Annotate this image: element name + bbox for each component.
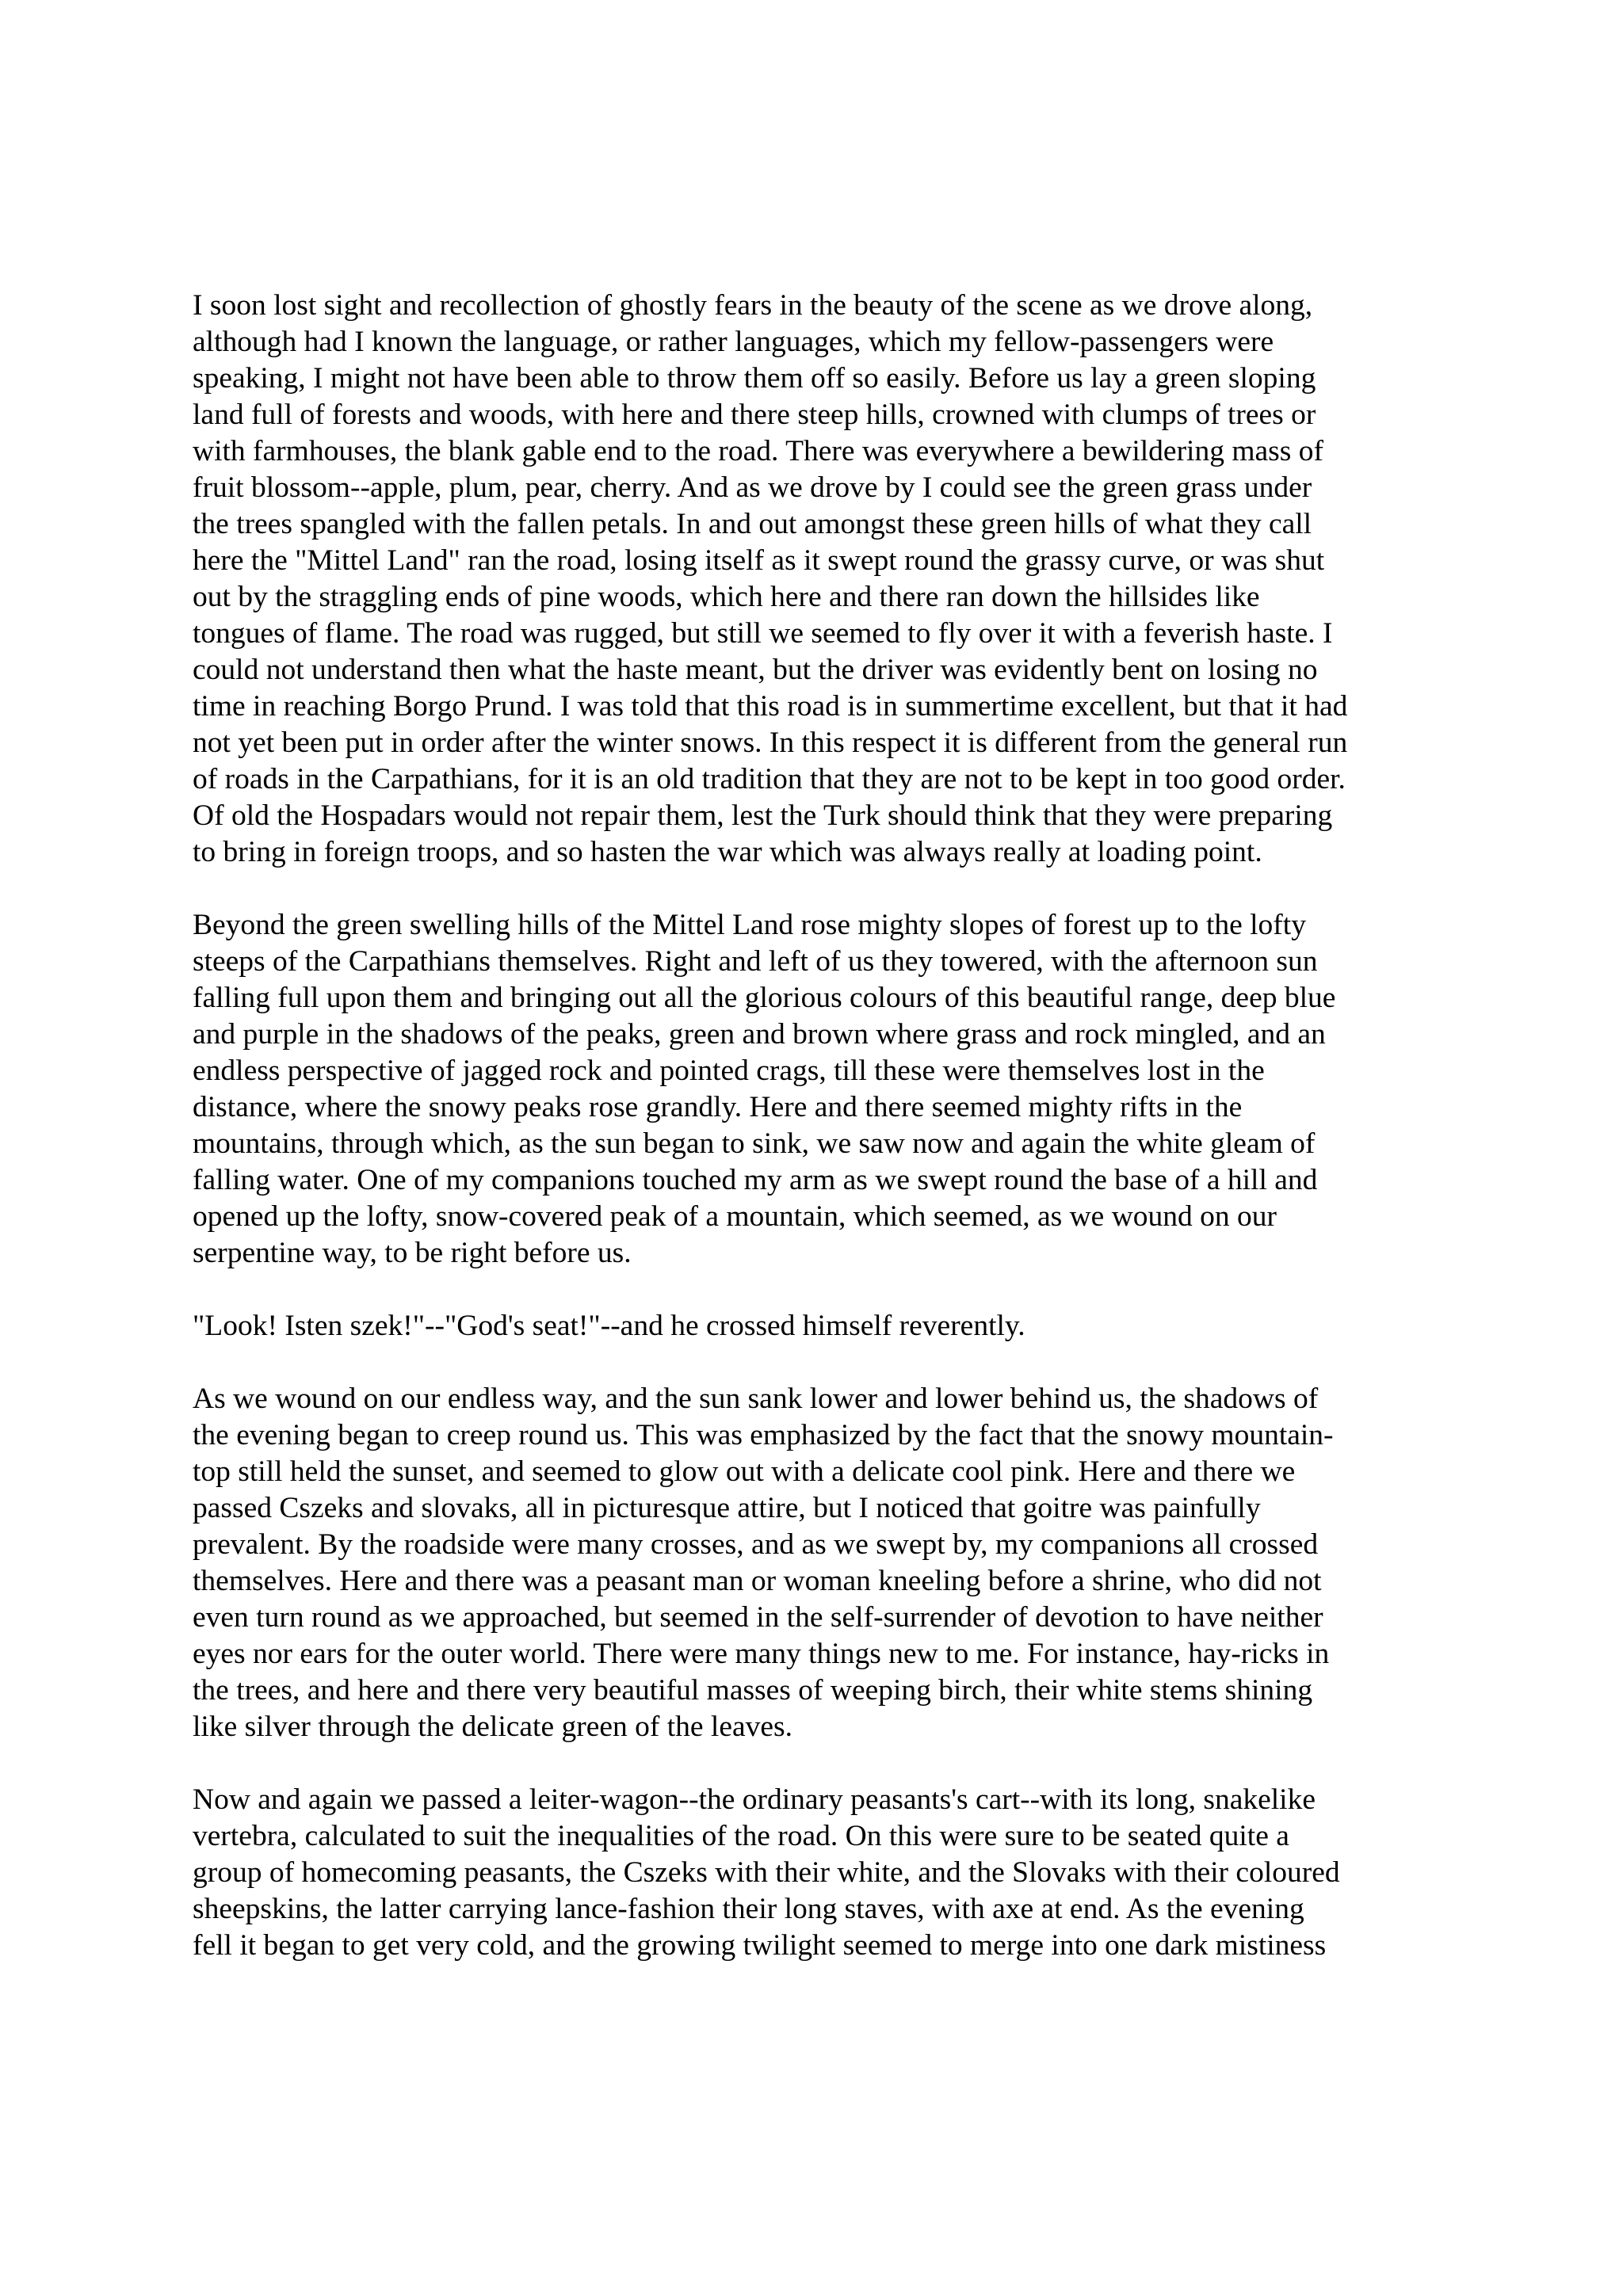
text-line: serpentine way, to be right before us.: [193, 1237, 632, 1269]
paragraph-2: [193, 907, 1461, 1272]
text-line: tongues of flame. The road was rugged, but still we seemed to fly over it with a feverish haste. I: [193, 617, 1333, 650]
paragraph-4: [193, 1381, 1461, 1745]
text-line: like silver through the delicate green of the leaves.: [193, 1711, 792, 1743]
text-line: the trees, and here and there very beautiful masses of weeping birch, their white stems shining: [193, 1674, 1313, 1707]
text-line: "Look! Isten szek!"--"God's seat!"--and he crossed himself reverently.: [193, 1310, 1025, 1342]
paragraph-5: [193, 1782, 1461, 1964]
text-line: the trees spangled with the fallen petals. In and out amongst these green hills of what they call: [193, 508, 1312, 540]
text-line: Now and again we passed a leiter-wagon--the ordinary peasants's cart--with its long, snakelike: [193, 1783, 1316, 1816]
text-line: to bring in foreign troops, and so hasten the war which was always really at loading point.: [193, 836, 1262, 868]
text-line: falling water. One of my companions touched my arm as we swept round the base of a hill and: [193, 1164, 1318, 1196]
text-line: endless perspective of jagged rock and pointed crags, till these were themselves lost in the: [193, 1055, 1265, 1087]
text-line: themselves. Here and there was a peasant man or woman kneeling before a shrine, who did not: [193, 1565, 1322, 1597]
text-line: sheepskins, the latter carrying lance-fashion their long staves, with axe at end. As the evening: [193, 1893, 1304, 1925]
text-line: land full of forests and woods, with here and there steep hills, crowned with clumps of trees or: [193, 399, 1316, 431]
paragraph-3: [193, 1308, 1461, 1344]
text-line: here the "Mittel Land" ran the road, losing itself as it swept round the grassy curve, or was shut: [193, 544, 1325, 577]
text-line: with farmhouses, the blank gable end to the road. There was everywhere a bewildering mass of: [193, 435, 1323, 467]
text-line: of roads in the Carpathians, for it is an old tradition that they are not to be kept in too good order.: [193, 763, 1346, 795]
text-line: eyes nor ears for the outer world. There were many things new to me. For instance, hay-ricks in: [193, 1638, 1330, 1670]
text-line: fruit blossom--apple, plum, pear, cherry. And as we drove by I could see the green grass under: [193, 471, 1312, 504]
text-line: not yet been put in order after the winter snows. In this respect it is different from the general run: [193, 727, 1348, 759]
paragraph-spacer: [193, 871, 1461, 907]
paragraph-spacer: [193, 1272, 1461, 1308]
text-line: out by the straggling ends of pine woods, which here and there ran down the hillsides like: [193, 581, 1260, 613]
text-line: mountains, through which, as the sun began to sink, we saw now and again the white gleam of: [193, 1127, 1316, 1160]
text-line: prevalent. By the roadside were many crosses, and as we swept by, my companions all crossed: [193, 1528, 1319, 1561]
text-line: Of old the Hospadars would not repair them, lest the Turk should think that they were preparing: [193, 799, 1333, 832]
text-line: the evening began to creep round us. This was emphasized by the fact that the snowy mountain-: [193, 1419, 1334, 1451]
text-line: Beyond the green swelling hills of the Mittel Land rose mighty slopes of forest up to the lofty: [193, 909, 1306, 941]
paragraph-1: [193, 288, 1461, 871]
text-line: time in reaching Borgo Prund. I was told that this road is in summertime excellent, but that it had: [193, 690, 1348, 723]
text-line: could not understand then what the haste meant, but the driver was evidently bent on losing no: [193, 654, 1318, 686]
text-line: speaking, I might not have been able to throw them off so easily. Before us lay a green sloping: [193, 362, 1316, 395]
text-line: and purple in the shadows of the peaks, green and brown where grass and rock mingled, and an: [193, 1018, 1326, 1051]
text-line: As we wound on our endless way, and the sun sank lower and lower behind us, the shadows of: [193, 1383, 1319, 1415]
text-line: falling full upon them and bringing out all the glorious colours of this beautiful range, deep blue: [193, 982, 1336, 1014]
text-line: group of homecoming peasants, the Cszeks with their white, and the Slovaks with their coloured: [193, 1856, 1340, 1889]
text-line: opened up the lofty, snow-covered peak of a mountain, which seemed, as we wound on our: [193, 1200, 1277, 1233]
paragraph-spacer: [193, 1344, 1461, 1381]
text-line: although had I known the language, or rather languages, which my fellow-passengers were: [193, 326, 1274, 358]
text-line: even turn round as we approached, but seemed in the self-surrender of devotion to have neither: [193, 1601, 1323, 1634]
text-line: steeps of the Carpathians themselves. Right and left of us they towered, with the afternoon sun: [193, 945, 1318, 978]
text-line: top still held the sunset, and seemed to glow out with a delicate cool pink. Here and there we: [193, 1455, 1296, 1488]
text-line: vertebra, calculated to suit the inequalities of the road. On this were sure to be seated quite a: [193, 1820, 1289, 1852]
paragraph-spacer: [193, 1745, 1461, 1782]
text-line: distance, where the snowy peaks rose grandly. Here and there seemed mighty rifts in the: [193, 1091, 1243, 1123]
body-text: [193, 288, 1461, 1964]
text-line: passed Cszeks and slovaks, all in picturesque attire, but I noticed that goitre was painfully: [193, 1492, 1261, 1524]
text-line: fell it began to get very cold, and the growing twilight seemed to merge into one dark mistiness: [193, 1929, 1327, 1962]
text-line: I soon lost sight and recollection of ghostly fears in the beauty of the scene as we drove along,: [193, 289, 1313, 322]
